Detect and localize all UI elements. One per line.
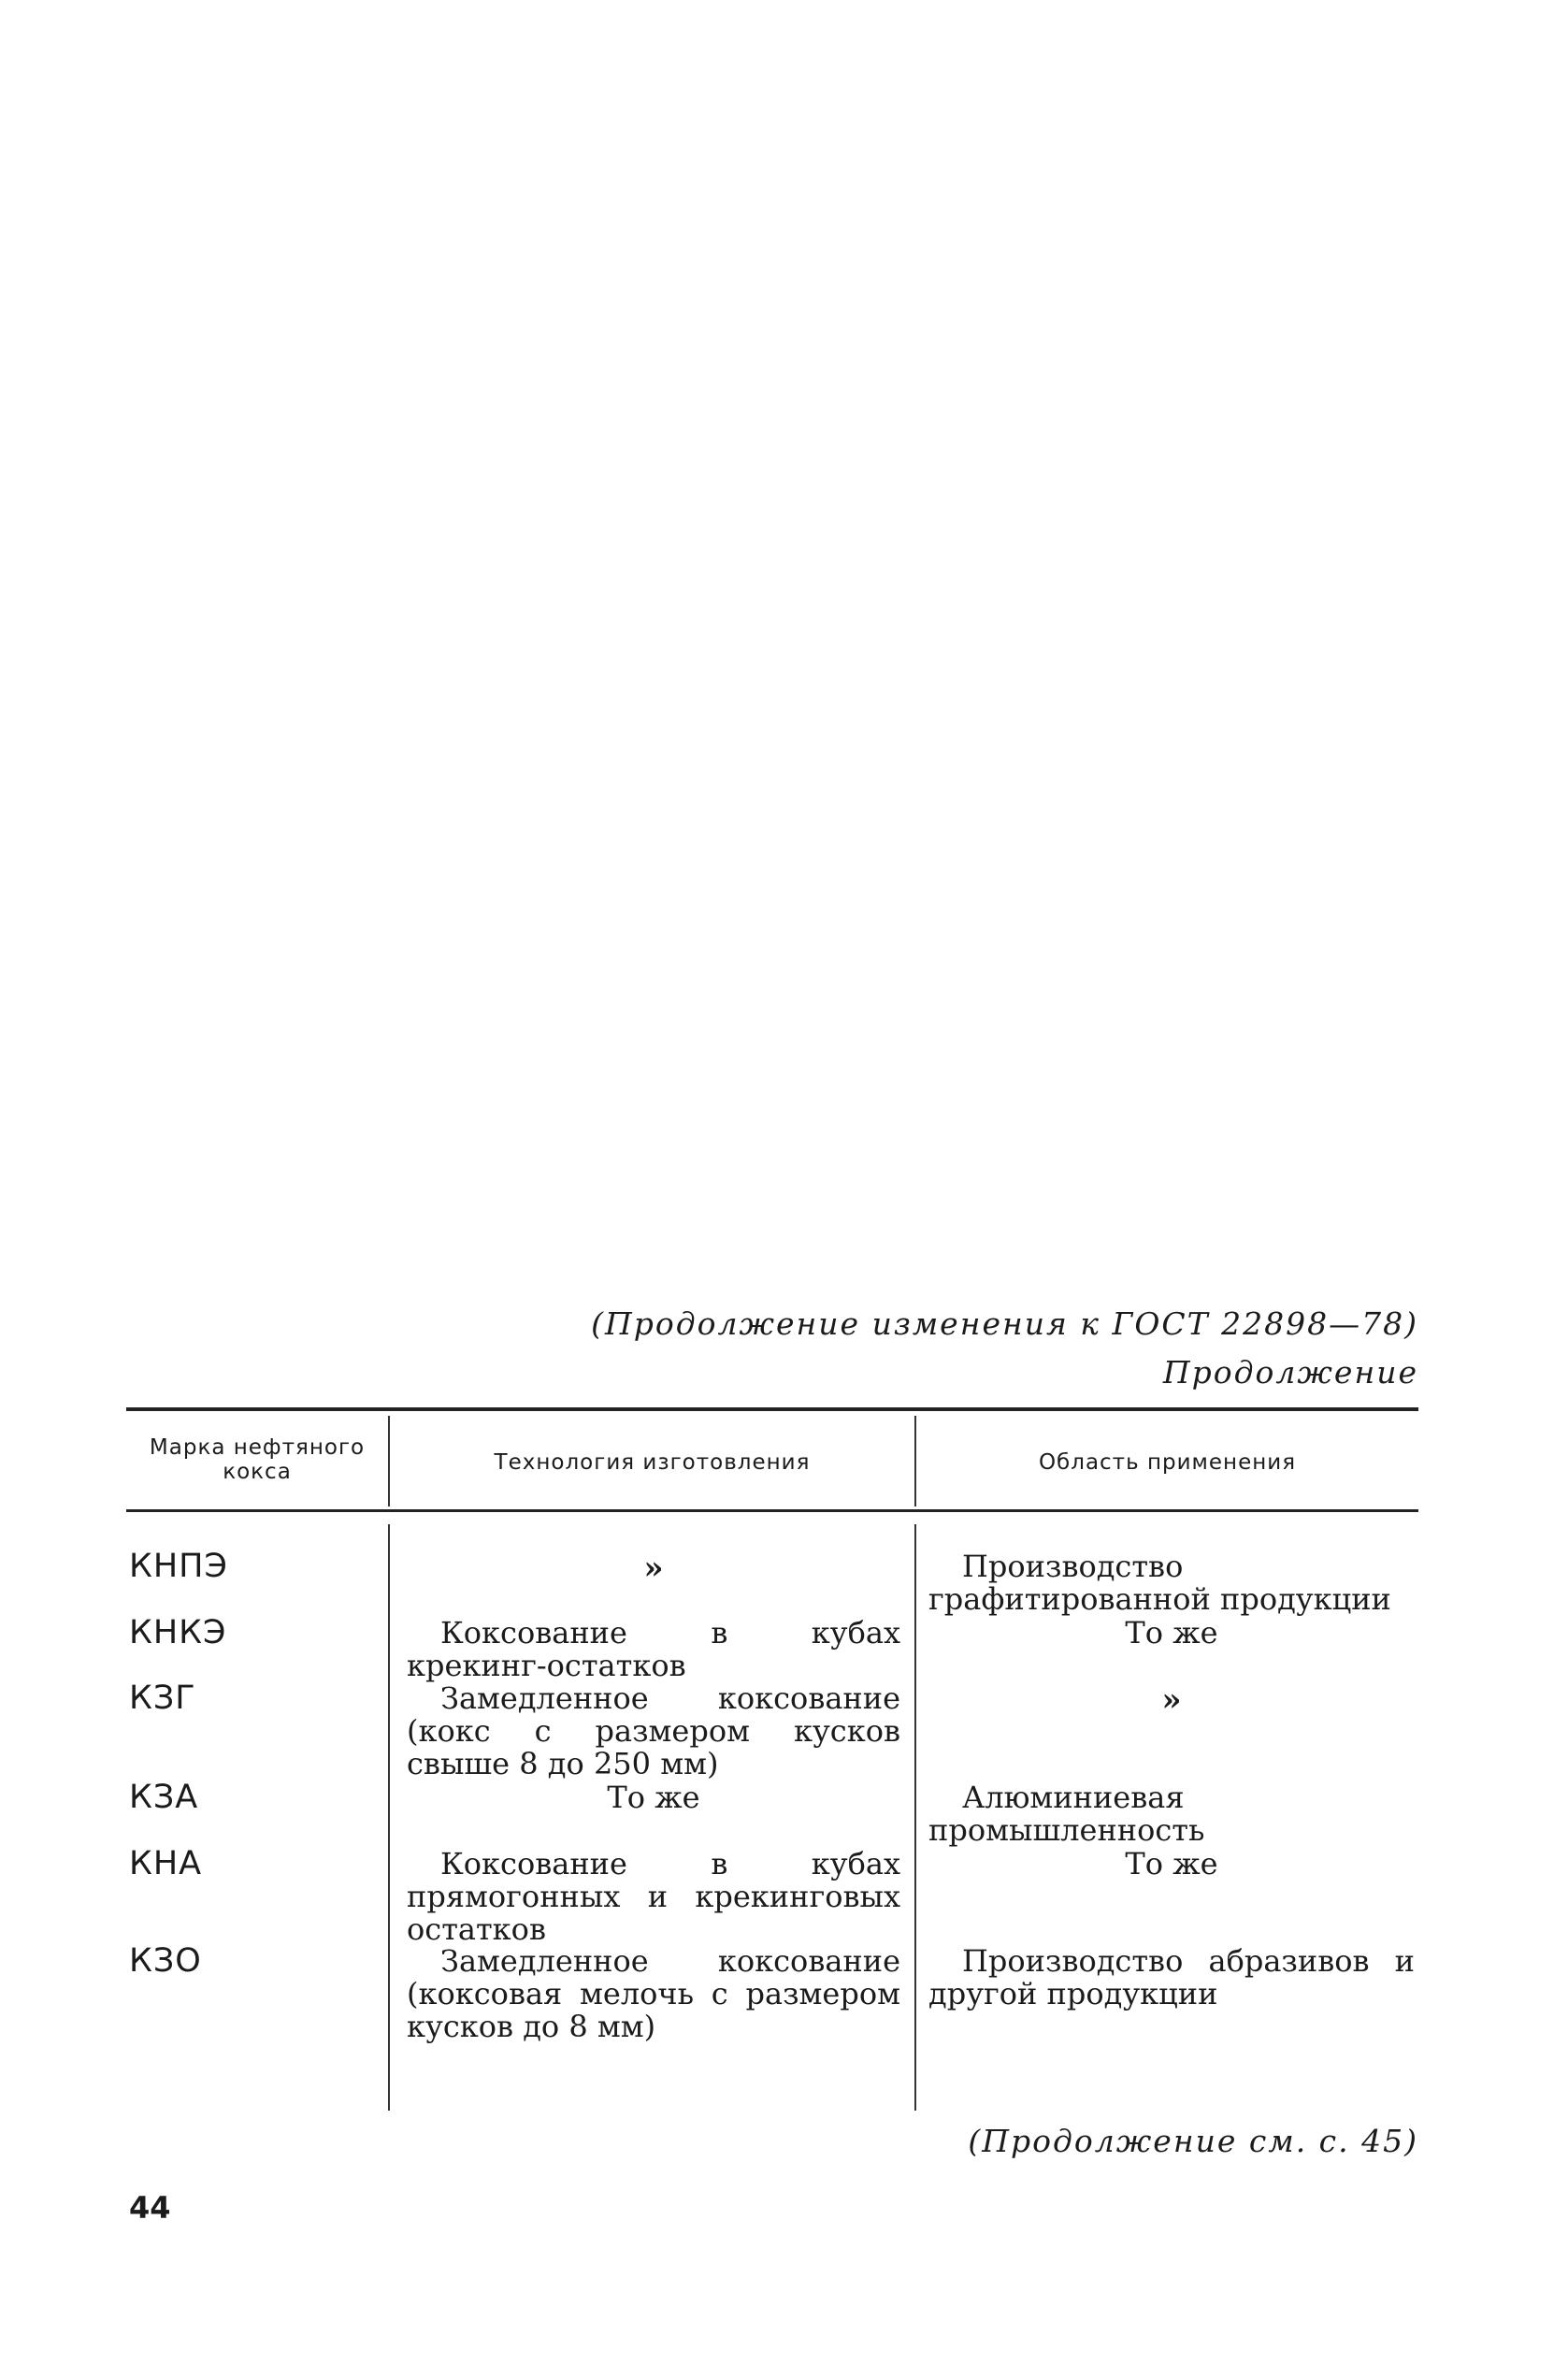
table-cell-application: Производство абразивов и другой продукции <box>928 1943 1415 2011</box>
table-cell-mark: КНКЭ <box>129 1614 227 1651</box>
column-header-technology: Технология изготовления <box>494 1450 811 1475</box>
table-cell-application: Алюминиевая промышленность <box>928 1780 1205 1848</box>
table-cell-application: То же <box>1125 1615 1218 1650</box>
table-cell-technology: » <box>643 1550 664 1587</box>
table-cell-mark: КЗГ <box>129 1679 196 1717</box>
table-cell-application: То же <box>1125 1846 1218 1881</box>
column-header-mark: Марка нефтяного кокса <box>149 1435 366 1484</box>
table-cell-mark: КНПЭ <box>129 1548 228 1585</box>
table-cell-technology: То же <box>607 1780 700 1815</box>
continuation-label: Продолжение <box>1162 1354 1418 1391</box>
column-header-application: Область применения <box>1038 1450 1297 1475</box>
table-cell-mark: КЗА <box>129 1779 199 1816</box>
table-cell-technology: Замедленное коксование (кокс с размером кусков свыше 8 до 250 мм) <box>407 1680 900 1781</box>
table-cell-technology: Замедленное коксование (коксовая мелочь с размером кусков до 8 мм) <box>407 1943 900 2044</box>
continuation-footnote: (Продолжение см. с. 45) <box>968 2123 1418 2159</box>
table-header-rule <box>126 1509 1418 1512</box>
table-cell-application: Производство графитированной продукции <box>928 1549 1391 1617</box>
table-top-rule <box>126 1407 1418 1411</box>
table-cell-mark: КЗО <box>129 1942 202 1980</box>
column-divider <box>914 1524 916 2111</box>
continuation-title: (Продолжение изменения к ГОСТ 22898—78) <box>591 1305 1418 1342</box>
table-cell-technology: Коксование в кубах прямогонных и крекинговых остатков <box>407 1846 900 1947</box>
table-cell-mark: КНА <box>129 1845 203 1882</box>
table-cell-technology: Коксование в кубах крекинг-остатков <box>407 1615 900 1683</box>
page-number: 44 <box>129 2190 171 2226</box>
column-divider <box>388 1524 390 2111</box>
table-cell-application: » <box>1161 1681 1182 1719</box>
